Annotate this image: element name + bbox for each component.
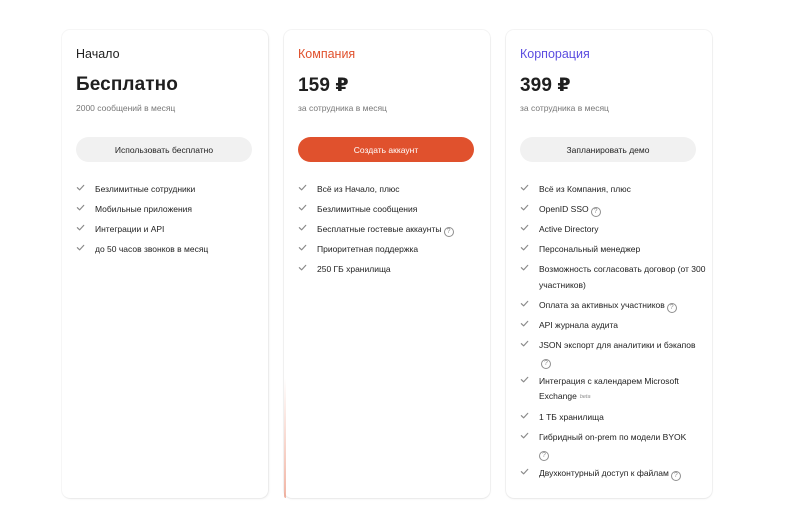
beta-badge: beta	[579, 394, 591, 401]
use-free-button[interactable]: Использовать бесплатно	[76, 137, 252, 162]
plan-card-start	[62, 30, 268, 498]
feature-item: Безлимитные сообщения	[298, 202, 484, 218]
schedule-demo-button[interactable]: Запланировать демо	[520, 137, 696, 162]
feature-item: Всё из Начало, плюс	[298, 182, 484, 198]
feature-item: Гибридный on-prem по модели BYOK ?	[520, 430, 706, 461]
check-icon	[76, 203, 86, 213]
help-icon[interactable]: ?	[671, 471, 681, 481]
feature-item: Персональный менеджер	[520, 242, 706, 258]
help-icon[interactable]: ?	[541, 359, 551, 369]
feature-list	[520, 182, 706, 486]
check-icon	[520, 411, 530, 421]
feature-item: Двухконтурный доступ к файлам ?	[520, 466, 706, 482]
check-icon	[520, 263, 530, 273]
feature-item: Мобильные приложения	[76, 202, 262, 218]
check-icon	[520, 203, 530, 213]
check-icon	[76, 183, 86, 193]
plan-name: Компания	[298, 47, 356, 61]
check-icon	[298, 223, 308, 233]
check-icon	[520, 339, 530, 349]
feature-item: Бесплатные гостевые аккаунты ?	[298, 222, 484, 238]
check-icon	[520, 183, 530, 193]
help-icon[interactable]: ?	[591, 207, 601, 217]
feature-item: OpenID SSO ?	[520, 202, 706, 218]
check-icon	[520, 431, 530, 441]
help-icon[interactable]: ?	[667, 303, 677, 313]
check-icon	[520, 243, 530, 253]
feature-item: API журнала аудита	[520, 318, 706, 334]
check-icon	[298, 243, 308, 253]
plan-name: Начало	[76, 47, 120, 61]
plan-card-corporation	[506, 30, 712, 498]
feature-item: Всё из Компания, плюс	[520, 182, 706, 198]
help-icon[interactable]: ?	[444, 227, 454, 237]
feature-item: Active Directory	[520, 222, 706, 238]
check-icon	[520, 223, 530, 233]
plan-price-subtitle: 2000 сообщений в месяц	[76, 103, 176, 113]
feature-item: Приоритетная поддержка	[298, 242, 484, 258]
feature-list	[298, 182, 484, 282]
feature-item: JSON экспорт для аналитики и бэкапов?	[520, 338, 706, 369]
check-icon	[298, 183, 308, 193]
feature-item: Интеграция с календарем Microsoft Exchange beta	[520, 374, 706, 406]
plan-card-company	[284, 30, 490, 498]
feature-item: до 50 часов звонков в месяц	[76, 242, 262, 258]
feature-item: 250 ГБ хранилища	[298, 262, 484, 278]
feature-item: Интеграции и API	[76, 222, 262, 238]
plan-price: 399 ₽	[520, 75, 571, 96]
plan-price: 159 ₽	[298, 75, 349, 96]
help-icon[interactable]: ?	[539, 451, 549, 461]
check-icon	[298, 263, 308, 273]
check-icon	[76, 223, 86, 233]
plan-price: Бесплатно	[76, 74, 178, 95]
check-icon	[520, 467, 530, 477]
plan-name: Корпорация	[520, 47, 590, 61]
check-icon	[520, 319, 530, 329]
check-icon	[520, 375, 530, 385]
plan-price-subtitle: за сотрудника в месяц	[520, 103, 609, 113]
check-icon	[520, 299, 530, 309]
feature-item: Безлимитные сотрудники	[76, 182, 262, 198]
feature-item: Оплата за активных участников ?	[520, 298, 706, 314]
check-icon	[76, 243, 86, 253]
feature-item: Возможность согласовать договор (от 300 участников)	[520, 262, 706, 293]
create-account-button[interactable]: Создать аккаунт	[298, 137, 474, 162]
plan-price-subtitle: за сотрудника в месяц	[298, 103, 387, 113]
feature-list	[76, 182, 262, 262]
check-icon	[298, 203, 308, 213]
feature-item: 1 ТБ хранилища	[520, 410, 706, 426]
